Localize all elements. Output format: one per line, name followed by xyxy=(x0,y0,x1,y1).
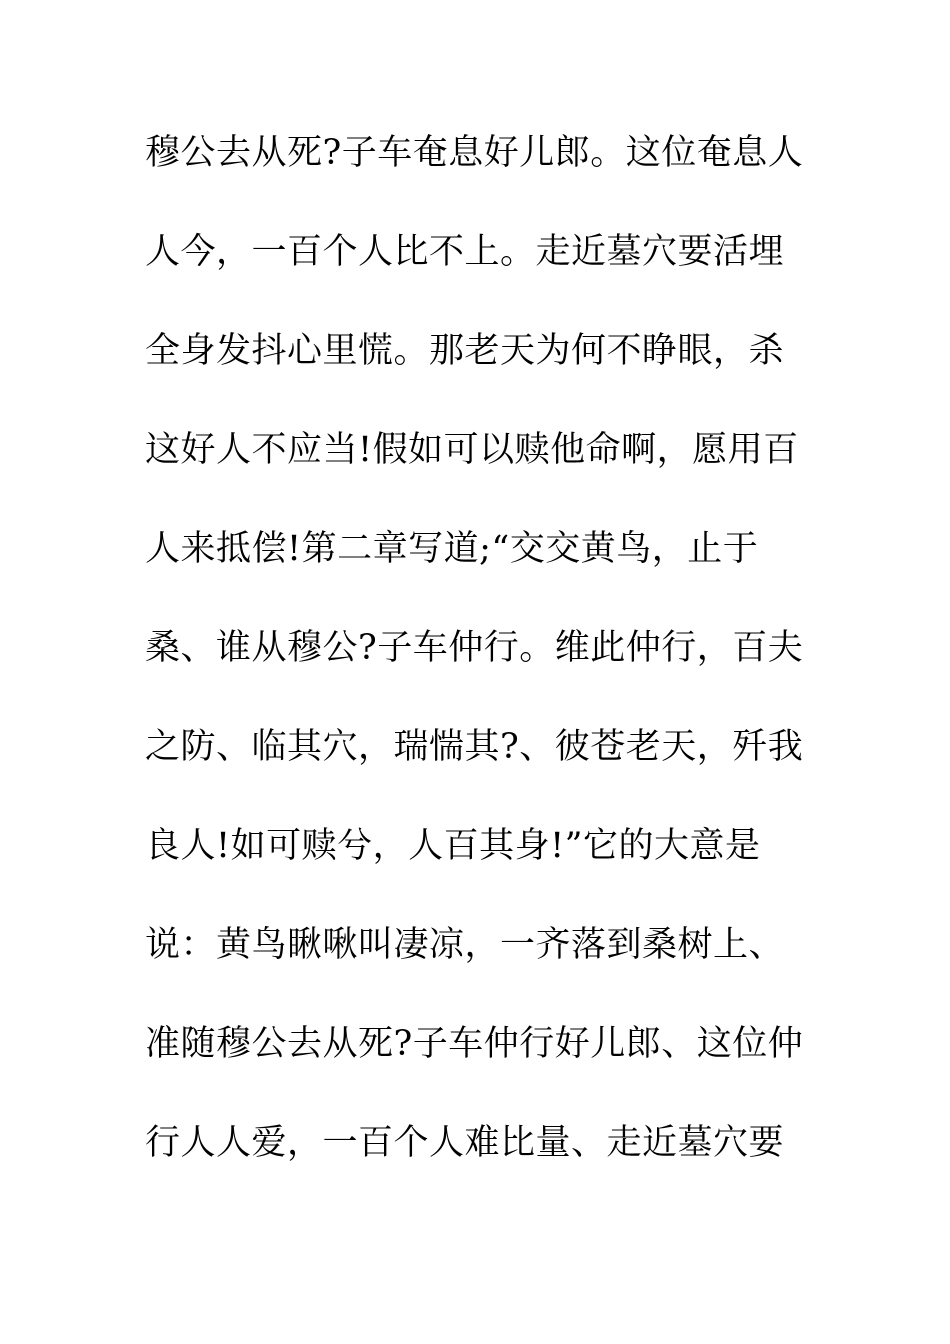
text-line: 全身发抖心里慌。那老天为何不睁眼，杀 xyxy=(145,331,785,371)
text-line: 穆公去从死?子车奄息好儿郎。这位奄息人 xyxy=(145,133,804,173)
text-line: 说：黄鸟瞅啾叫凄凉，一齐落到桑树上、 xyxy=(145,925,785,965)
text-line: 桑、谁从穆公?子车仲行。维此仲行，百夫 xyxy=(145,628,804,668)
text-line: 这好人不应当!假如可以赎他命啊，愿用百 xyxy=(145,430,799,470)
text-line: 之防、临其穴，瑞惴其?、彼苍老天，歼我 xyxy=(145,727,804,767)
body-text xyxy=(145,128,825,1217)
text-line: 人今，一百个人比不上。走近墓穴要活埋 xyxy=(145,232,785,272)
text-line: 良人!如可赎兮，人百其身!”它的大意是 xyxy=(145,826,761,866)
text-line: 人来抵偿!第二章写道;“交交黄鸟，止于 xyxy=(145,529,759,569)
text-line: 行人人爱，一百个人难比量、走近墓穴要 xyxy=(145,1123,785,1163)
text-line: 准随穆公去从死?子车仲行好儿郎、这位仲 xyxy=(145,1024,804,1064)
